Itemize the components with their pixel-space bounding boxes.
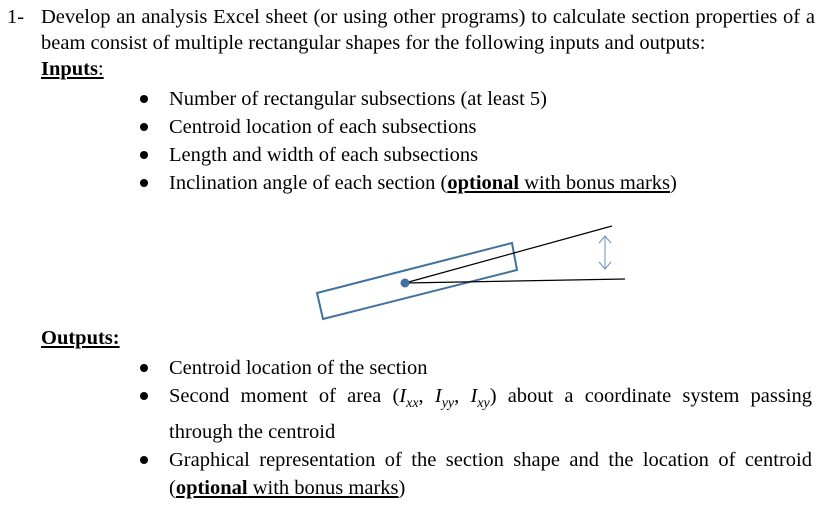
inputs-heading-colon: : (98, 58, 104, 80)
iyy-symbol: $I_{yy}$ (434, 385, 455, 412)
output-item-prefix: Second moment of area ( (169, 385, 400, 407)
bonus-label: with bonus marks (519, 172, 671, 194)
output-item-suffix: ) about a coordinate system passing through the centroid (169, 385, 813, 444)
list-item (140, 85, 812, 113)
inputs-heading (41, 58, 104, 81)
problem-text: Develop an analysis Excel sheet (or using other programs) to calculate section properties of a beam consist of multiple rectangular shapes for the following inputs and outputs: (41, 6, 815, 54)
bullet-icon (140, 364, 148, 372)
list-item (140, 141, 812, 169)
bonus-note (176, 477, 399, 499)
outputs-list (140, 354, 812, 502)
horizontal-axis-line (405, 279, 625, 283)
ixy-symbol: $I_{xy}$ (470, 385, 490, 412)
list-item (140, 446, 812, 502)
input-item-close: ) (670, 172, 677, 194)
inclined-axis-line (405, 226, 612, 283)
list-item (140, 169, 812, 197)
input-item-prefix: Inclination angle of each section ( (169, 172, 448, 194)
bonus-label: with bonus marks (247, 477, 399, 500)
optional-label: optional (447, 172, 520, 194)
inputs-list (140, 85, 812, 197)
input-item-text: Number of rectangular subsections (at least 5) (169, 88, 547, 110)
input-item-text: Length and width of each subsections (169, 144, 479, 166)
output-item-text: Graphical representation of the section shape and the location of centroid (169, 449, 812, 472)
math-separator: , (454, 385, 471, 407)
list-item (140, 382, 812, 446)
problem-number: 1- (7, 6, 25, 28)
output-item-open: ( (169, 477, 176, 500)
bullet-icon (140, 392, 148, 400)
inclined-section-diagram (300, 220, 640, 330)
double-headed-arrow-icon (599, 236, 611, 269)
ixx-symbol: $I_{xx}$ (399, 385, 419, 412)
outputs-heading: Outputs: (41, 327, 120, 349)
list-item (140, 354, 812, 382)
output-item-close: ) (398, 477, 406, 500)
bullet-icon (140, 123, 148, 131)
math-separator: , (418, 385, 435, 407)
bullet-icon (140, 151, 148, 159)
bullet-icon (140, 179, 148, 187)
inputs-heading-label: Inputs (41, 58, 98, 80)
bullet-icon (140, 456, 148, 464)
optional-label: optional (175, 477, 248, 500)
output-item-text: Centroid location of the section (169, 357, 428, 379)
bullet-icon (140, 95, 148, 103)
list-item (140, 113, 812, 141)
bonus-note (447, 172, 670, 194)
centroid-point (401, 279, 409, 287)
input-item-text: Centroid location of each subsections (169, 116, 477, 138)
